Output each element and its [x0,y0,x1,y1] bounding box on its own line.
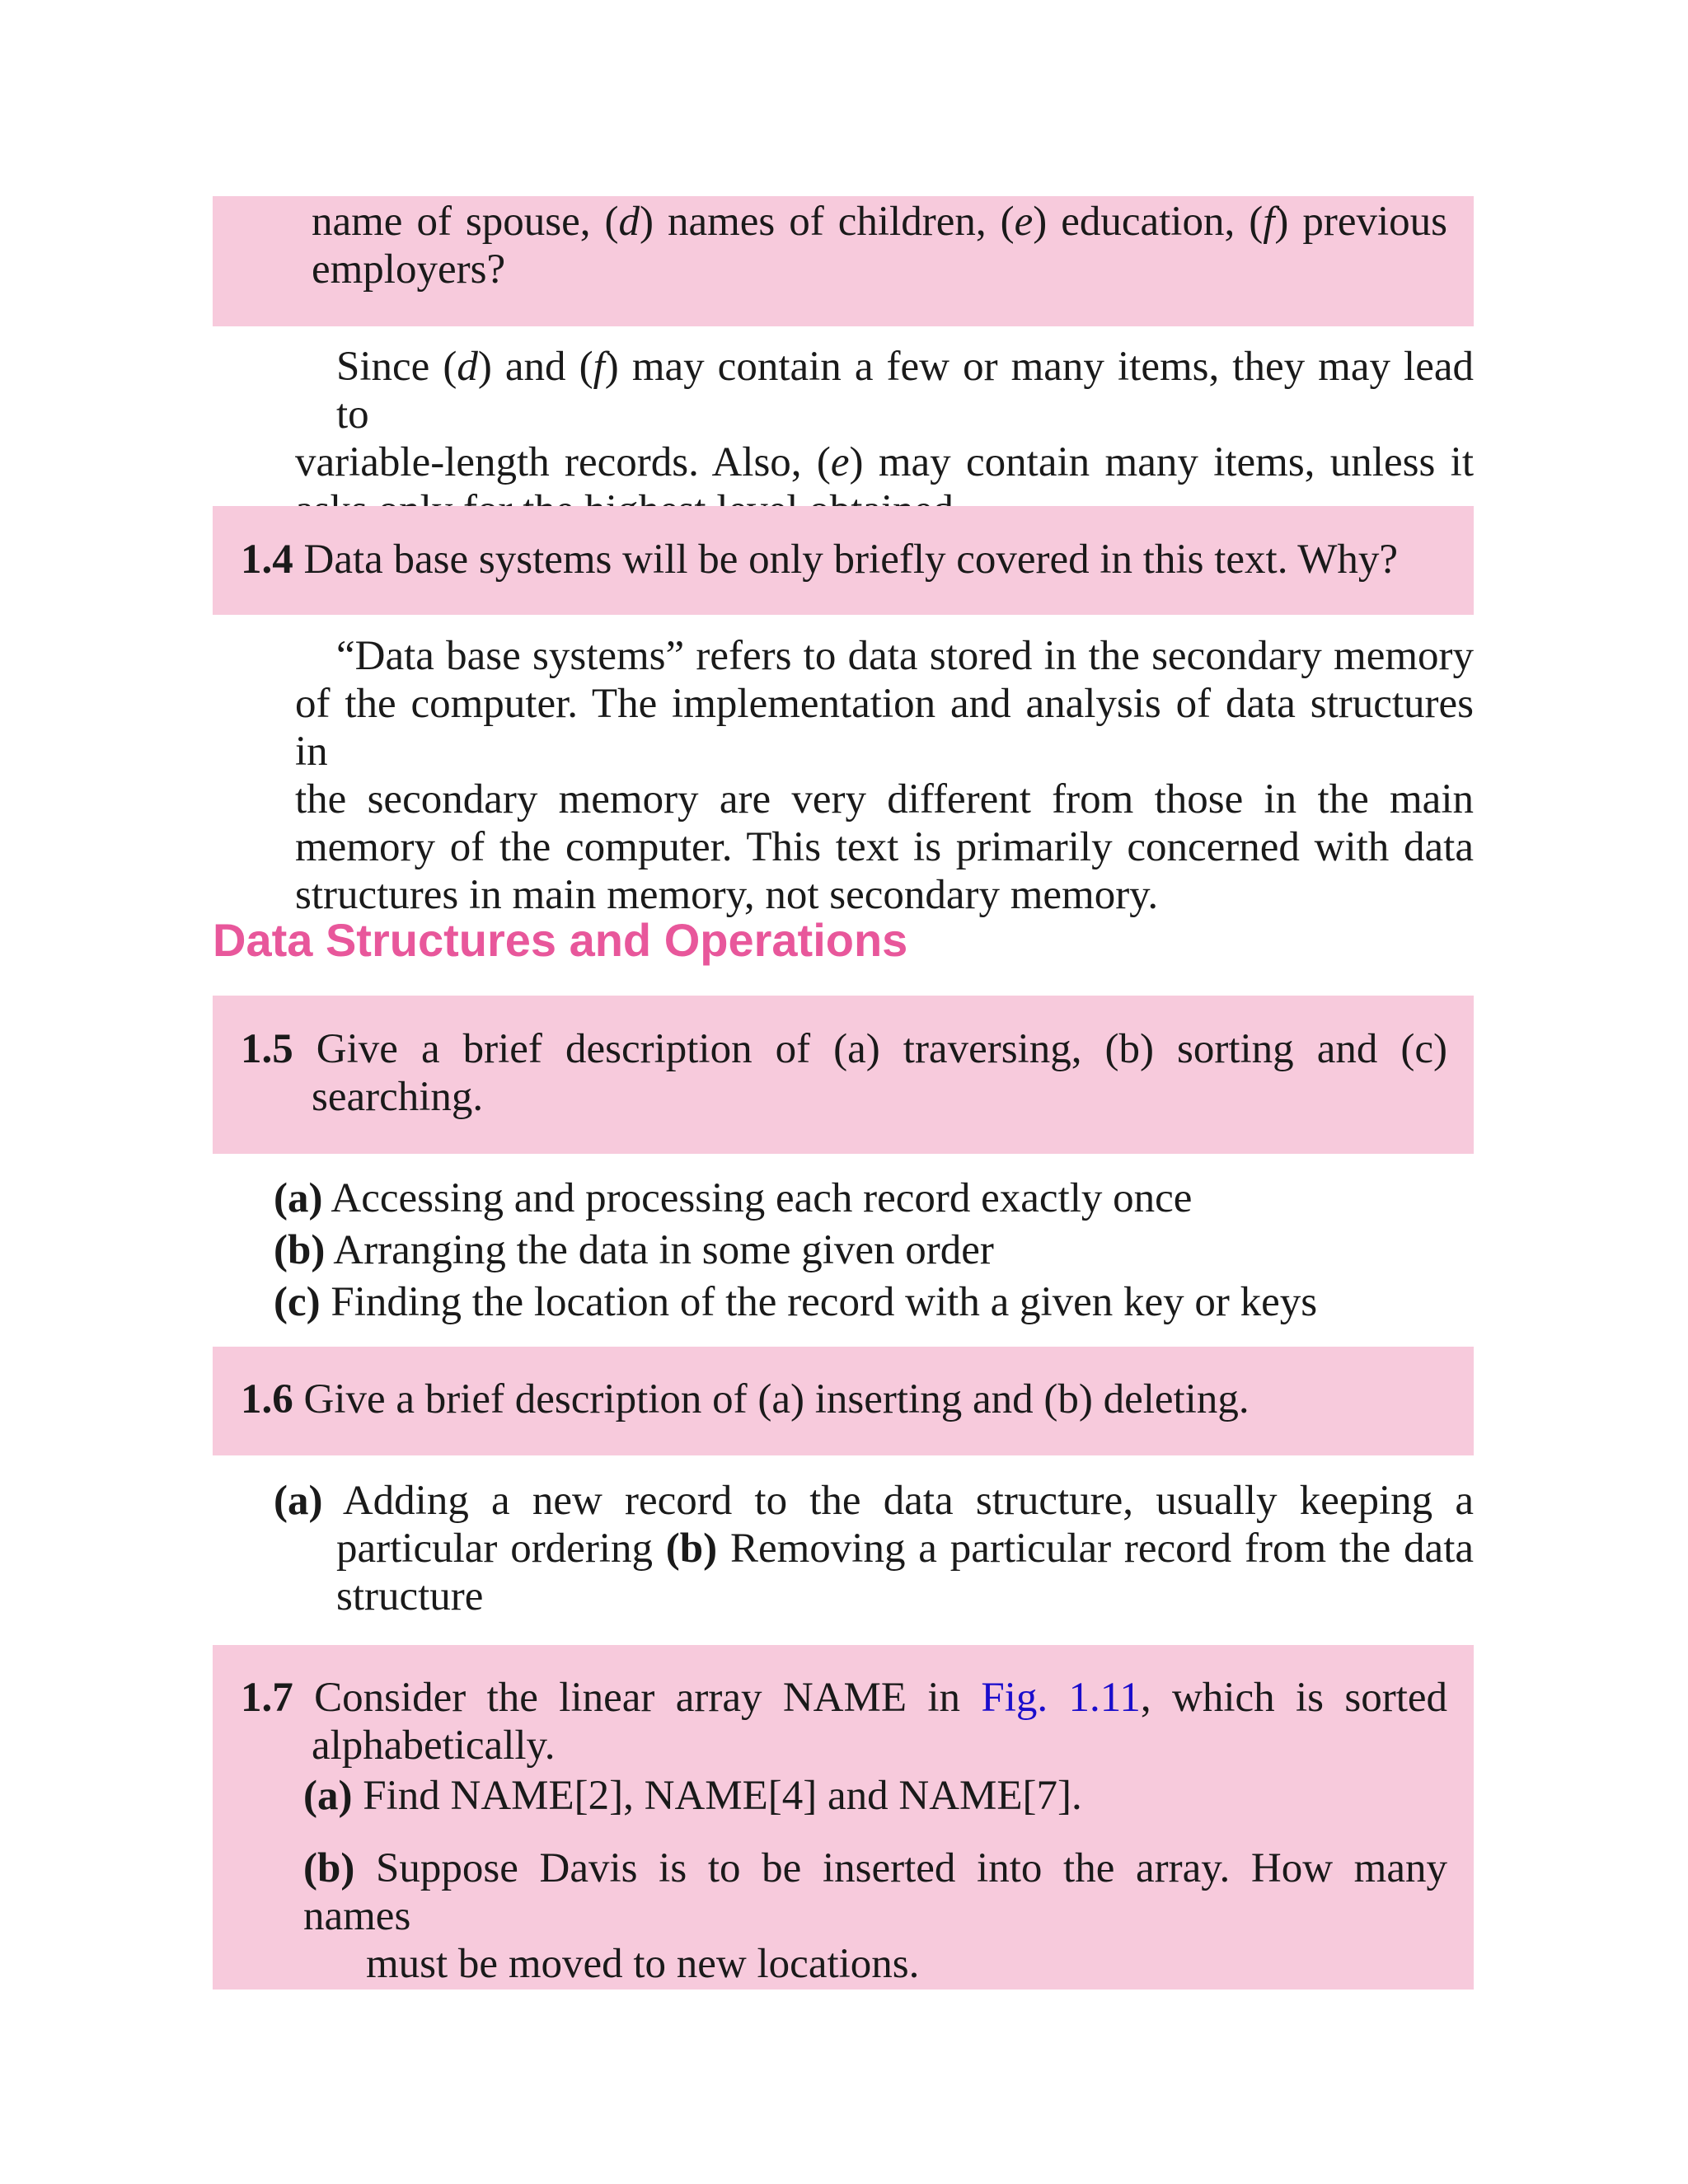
figure-link[interactable]: Fig. 1.11 [981,1675,1141,1721]
answer-1-6 [274,1477,1474,1620]
question-1-4 [241,536,1398,583]
answer-1-4-line-4: memory of the computer. This text is primarily concerned with data [295,824,1474,870]
answer-prev-line-1: Since (d) and (f) may contain a few or many items, they may lead to [336,344,1474,438]
question-1-7-sub-a: (a) Find NAME[2], NAME[4] and NAME[7]. [303,1773,1082,1819]
answer-1-6-line-3: structure [336,1573,484,1619]
answer-1-4-line-5: structures in main memory, not secondary memory. [295,872,1159,918]
answer-prev-line-2: variable-length records. Also, (e) may contain many items, unless it [295,439,1474,485]
answer-1-4-line-3: the secondary memory are very different from those in the main [295,776,1474,823]
question-1-6 [241,1376,1250,1423]
question-prev-line-1: name of spouse, (d) names of children, (e) education, (f) previous [312,199,1447,245]
question-text: Give a brief description of (a) inserting and (b) deleting. [293,1376,1250,1422]
answer-1-5-item-a: (a) Accessing and processing each record exactly once [274,1175,1193,1221]
section-heading: Data Structures and Operations [213,914,908,966]
answer-1-5-item-c: (c) Finding the location of the record with a given key or keys [274,1279,1318,1325]
answer-1-4-line-1: “Data base systems” refers to data stored in the secondary memory [336,633,1474,679]
question-number: 1.7 [241,1675,293,1721]
question-number: 1.6 [241,1376,293,1422]
question-1-5-line-1: 1.5 Give a brief description of (a) traversing, (b) sorting and (c) [241,1026,1447,1072]
question-1-5-line-2: searching. [312,1074,484,1120]
question-1-7-line-1: 1.7 Consider the linear array NAME in Fig. 1.11, which is sorted [241,1675,1448,1721]
question-1-7-sub-b-line-1: (b) Suppose Davis is to be inserted into the array. How many names [303,1845,1447,1939]
question-1-7-line-2: alphabetically. [312,1722,556,1769]
question-1-7-sub-b [303,1844,1447,1988]
question-number: 1.4 [241,537,293,583]
question-prev-line-2: employers? [312,246,506,293]
question-prev-text [312,198,1447,293]
answer-1-6-line-2: particular ordering (b) Removing a particular record from the data [336,1526,1474,1572]
answer-1-4-line-2: of the computer. The implementation and analysis of data structures in [295,681,1474,775]
question-number: 1.5 [241,1026,293,1072]
question-1-7 [241,1674,1447,1769]
answer-1-6-line-1: (a) Adding a new record to the data structure, usually keeping a [274,1478,1474,1524]
question-text: Data base systems will be only briefly covered in this text. Why? [293,537,1399,583]
answer-1-4 [295,632,1474,919]
question-1-7-sub-b-line-2: must be moved to new locations. [366,1941,920,1987]
answer-1-5-item-b: (b) Arranging the data in some given order [274,1227,994,1273]
question-1-5 [241,1025,1447,1121]
